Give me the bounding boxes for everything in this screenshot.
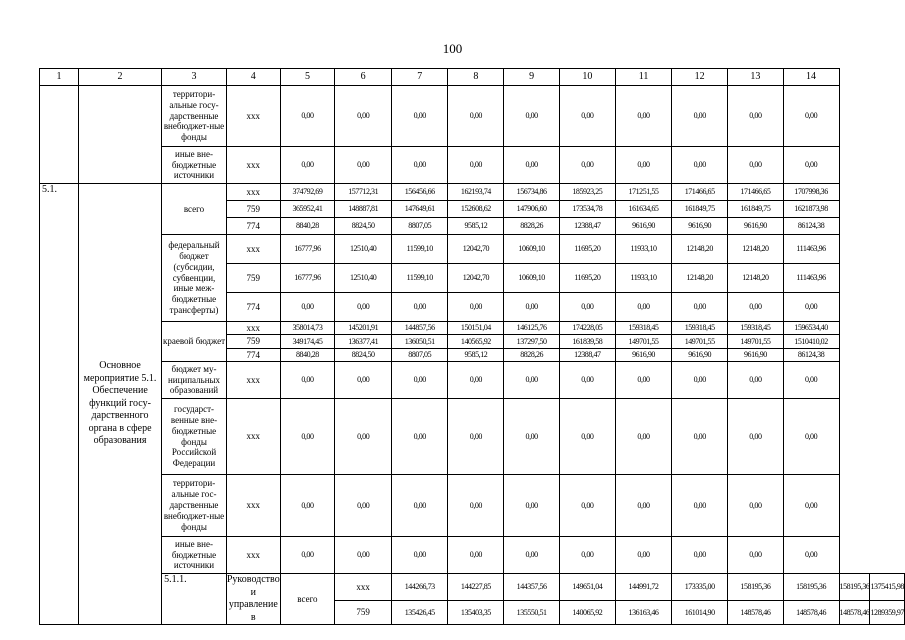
value-cell: 159318,45 — [672, 322, 728, 335]
value-cell: 0,00 — [783, 362, 839, 399]
value-cell: 0,00 — [392, 362, 448, 399]
column-header: 10 — [559, 69, 615, 86]
value-cell: 11933,10 — [615, 264, 671, 293]
column-header: 9 — [504, 69, 559, 86]
value-cell: 12388,47 — [559, 218, 615, 235]
value-cell: 9616,90 — [728, 349, 783, 362]
table-row — [40, 235, 905, 264]
value-cell: 0,00 — [728, 293, 783, 322]
value-cell: 86124,38 — [783, 218, 839, 235]
value-cell: 136377,41 — [335, 335, 392, 349]
value-cell: 0,00 — [448, 537, 504, 574]
value-cell: 0,00 — [728, 86, 783, 147]
value-cell: 9585,12 — [448, 349, 504, 362]
value-cell: 161014,90 — [672, 601, 728, 625]
value-cell: 185923,25 — [559, 184, 615, 201]
value-cell: 147906,60 — [504, 201, 559, 218]
value-cell: 9616,90 — [672, 218, 728, 235]
value-cell: 9616,90 — [615, 349, 671, 362]
value-cell: 0,00 — [504, 86, 559, 147]
source-label: иные вне-бюджетные источники — [162, 147, 227, 184]
value-cell: 0,00 — [559, 293, 615, 322]
source-label: иные вне-бюджетные источники — [162, 537, 227, 574]
value-cell: 111463,96 — [783, 264, 839, 293]
value-cell: 0,00 — [615, 537, 671, 574]
value-cell: 144266,73 — [392, 574, 448, 601]
table-row — [40, 475, 905, 537]
value-cell: 8828,26 — [504, 349, 559, 362]
value-cell: 0,00 — [672, 537, 728, 574]
column-header: 13 — [728, 69, 783, 86]
value-cell: 12042,70 — [448, 264, 504, 293]
value-cell: 149701,55 — [728, 335, 783, 349]
value-cell: 148578,46 — [728, 601, 783, 625]
value-cell: 0,00 — [280, 475, 334, 537]
value-cell: 0,00 — [280, 293, 334, 322]
value-cell: 374792,69 — [280, 184, 334, 201]
value-cell: 0,00 — [448, 399, 504, 475]
value-cell: 144357,56 — [504, 574, 559, 601]
value-cell: 10609,10 — [504, 235, 559, 264]
value-cell: 0,00 — [448, 293, 504, 322]
value-cell: 0,00 — [559, 537, 615, 574]
code-cell: ххх — [226, 147, 280, 184]
column-header: 1 — [40, 69, 79, 86]
value-cell: 147649,61 — [392, 201, 448, 218]
value-cell: 144227,85 — [448, 574, 504, 601]
value-cell: 12148,20 — [728, 264, 783, 293]
value-cell: 1621873,98 — [783, 201, 839, 218]
value-cell: 12148,20 — [728, 235, 783, 264]
column-header: 5 — [280, 69, 334, 86]
value-cell: 135426,45 — [392, 601, 448, 625]
column-header: 7 — [392, 69, 448, 86]
item-name: Руководство и управление в — [226, 574, 280, 623]
value-cell: 0,00 — [783, 293, 839, 322]
source-label: краевой бюджет — [162, 322, 227, 362]
column-header: 11 — [615, 69, 671, 86]
source-label: бюджет му-ниципальных образований — [162, 362, 227, 399]
value-cell: 148578,46 — [839, 601, 870, 625]
value-cell: 0,00 — [504, 147, 559, 184]
page-number: 100 — [442, 41, 463, 56]
value-cell: 0,00 — [448, 86, 504, 147]
column-header: 4 — [226, 69, 280, 86]
value-cell: 149651,04 — [559, 574, 615, 601]
code-cell: ххх — [226, 235, 280, 264]
value-cell: 0,00 — [392, 86, 448, 147]
table-row — [40, 86, 905, 147]
value-cell: 149701,55 — [615, 335, 671, 349]
table-row — [40, 574, 905, 601]
table-row — [40, 537, 905, 574]
value-cell: 11933,10 — [615, 235, 671, 264]
value-cell: 0,00 — [335, 86, 392, 147]
value-cell: 0,00 — [392, 293, 448, 322]
table-row — [40, 184, 905, 201]
code-cell: 774 — [226, 293, 280, 322]
value-cell: 12042,70 — [448, 235, 504, 264]
column-header: 3 — [162, 69, 227, 86]
value-cell: 136050,51 — [392, 335, 448, 349]
value-cell: 0,00 — [559, 86, 615, 147]
source-label: территори-альные гос-дарственные внебюджет-ные фонды — [162, 475, 227, 537]
value-cell: 12510,40 — [335, 264, 392, 293]
value-cell: 0,00 — [783, 86, 839, 147]
value-cell: 358014,73 — [280, 322, 334, 335]
value-cell: 156734,86 — [504, 184, 559, 201]
code-cell: ххх — [226, 475, 280, 537]
empty-cell — [40, 86, 79, 184]
value-cell: 157712,31 — [335, 184, 392, 201]
value-cell: 10609,10 — [504, 264, 559, 293]
code-cell: ххх — [226, 362, 280, 399]
item-number: 5.1.1. — [162, 574, 227, 625]
value-cell: 0,00 — [615, 293, 671, 322]
code-cell: 759 — [226, 201, 280, 218]
value-cell: 0,00 — [672, 293, 728, 322]
value-cell: 0,00 — [615, 399, 671, 475]
value-cell: 0,00 — [672, 475, 728, 537]
value-cell: 0,00 — [280, 537, 334, 574]
value-cell: 0,00 — [335, 537, 392, 574]
value-cell: 9616,90 — [728, 218, 783, 235]
code-cell: ххх — [226, 86, 280, 147]
value-cell: 149701,55 — [672, 335, 728, 349]
value-cell: 0,00 — [280, 147, 334, 184]
value-cell: 0,00 — [280, 362, 334, 399]
value-cell: 1596534,40 — [783, 322, 839, 335]
value-cell: 161849,75 — [672, 201, 728, 218]
source-label: территори-альные госу-дарственные внебюджет-ные фонды — [162, 86, 227, 147]
value-cell: 144991,72 — [615, 574, 671, 601]
value-cell: 0,00 — [559, 362, 615, 399]
table-row — [40, 362, 905, 399]
value-cell: 9616,90 — [615, 218, 671, 235]
value-cell: 0,00 — [504, 293, 559, 322]
value-cell: 135550,51 — [504, 601, 559, 625]
value-cell: 156456,66 — [392, 184, 448, 201]
value-cell: 0,00 — [448, 475, 504, 537]
value-cell: 11695,20 — [559, 235, 615, 264]
value-cell: 12510,40 — [335, 235, 392, 264]
value-cell: 9616,90 — [672, 349, 728, 362]
value-cell: 162193,74 — [448, 184, 504, 201]
value-cell: 0,00 — [672, 86, 728, 147]
value-cell: 0,00 — [335, 147, 392, 184]
column-header: 12 — [672, 69, 728, 86]
value-cell: 0,00 — [728, 362, 783, 399]
item-number: 5.1. — [40, 184, 79, 625]
value-cell: 171466,65 — [728, 184, 783, 201]
value-cell: 0,00 — [728, 475, 783, 537]
item-name: Основное мероприятие 5.1. Обеспечение функций госу-дарственного органа в сфере образования — [78, 184, 161, 625]
value-cell: 148578,46 — [783, 601, 839, 625]
value-cell: 161634,65 — [615, 201, 671, 218]
value-cell: 171466,65 — [672, 184, 728, 201]
value-cell: 0,00 — [392, 537, 448, 574]
value-cell: 171251,55 — [615, 184, 671, 201]
value-cell: 0,00 — [783, 537, 839, 574]
value-cell: 146125,76 — [504, 322, 559, 335]
value-cell: 0,00 — [783, 475, 839, 537]
value-cell: 0,00 — [335, 362, 392, 399]
value-cell: 0,00 — [728, 147, 783, 184]
value-cell: 137297,50 — [504, 335, 559, 349]
value-cell: 0,00 — [615, 86, 671, 147]
value-cell: 12148,20 — [672, 235, 728, 264]
value-cell: 140565,92 — [448, 335, 504, 349]
table-row — [40, 147, 905, 184]
value-cell: 16777,96 — [280, 235, 334, 264]
value-cell: 0,00 — [728, 399, 783, 475]
value-cell: 0,00 — [615, 475, 671, 537]
value-cell: 0,00 — [392, 147, 448, 184]
value-cell: 135403,35 — [448, 601, 504, 625]
code-cell: ххх — [226, 322, 280, 335]
value-cell: 0,00 — [615, 147, 671, 184]
value-cell: 174228,05 — [559, 322, 615, 335]
column-header: 8 — [448, 69, 504, 86]
value-cell: 8840,28 — [280, 218, 334, 235]
value-cell: 140065,92 — [559, 601, 615, 625]
column-header: 2 — [78, 69, 161, 86]
column-header: 6 — [335, 69, 392, 86]
value-cell: 152608,62 — [448, 201, 504, 218]
value-cell: 144857,56 — [392, 322, 448, 335]
value-cell: 0,00 — [280, 86, 334, 147]
value-cell: 148887,81 — [335, 201, 392, 218]
value-cell: 365952,41 — [280, 201, 334, 218]
code-cell: 759 — [226, 264, 280, 293]
value-cell: 0,00 — [672, 147, 728, 184]
value-cell: 0,00 — [504, 537, 559, 574]
value-cell: 158195,36 — [783, 574, 839, 601]
code-cell: ххх — [226, 399, 280, 475]
value-cell: 8824,50 — [335, 349, 392, 362]
value-cell: 0,00 — [559, 147, 615, 184]
value-cell: 158195,36 — [839, 574, 870, 601]
value-cell: 0,00 — [504, 399, 559, 475]
code-cell: 759 — [335, 601, 392, 625]
value-cell: 150151,04 — [448, 322, 504, 335]
value-cell: 136163,46 — [615, 601, 671, 625]
value-cell: 0,00 — [672, 399, 728, 475]
value-cell: 159318,45 — [615, 322, 671, 335]
value-cell: 12148,20 — [672, 264, 728, 293]
value-cell: 0,00 — [559, 399, 615, 475]
value-cell: 1375415,98 — [870, 574, 905, 601]
value-cell: 173335,00 — [672, 574, 728, 601]
value-cell: 12388,47 — [559, 349, 615, 362]
code-cell: ххх — [226, 184, 280, 201]
table-row — [40, 399, 905, 475]
source-label: государст-венные вне-бюджетные фонды Российской Федерации — [162, 399, 227, 475]
value-cell: 9585,12 — [448, 218, 504, 235]
source-label: всего — [162, 184, 227, 235]
value-cell: 8824,50 — [335, 218, 392, 235]
value-cell: 0,00 — [448, 147, 504, 184]
value-cell: 349174,45 — [280, 335, 334, 349]
value-cell: 159318,45 — [728, 322, 783, 335]
value-cell: 0,00 — [392, 475, 448, 537]
value-cell: 1707998,36 — [783, 184, 839, 201]
value-cell: 158195,36 — [728, 574, 783, 601]
code-cell: 774 — [226, 218, 280, 235]
header-row — [40, 69, 905, 86]
value-cell: 11599,10 — [392, 235, 448, 264]
value-cell: 1510410,02 — [783, 335, 839, 349]
source-label: федеральный бюджет (субсидии, субвенции, иные меж-бюджетные трансферты) — [162, 235, 227, 322]
column-header: 14 — [783, 69, 839, 86]
value-cell: 0,00 — [728, 537, 783, 574]
source-label: всего — [280, 574, 334, 625]
value-cell: 0,00 — [672, 362, 728, 399]
value-cell: 0,00 — [504, 362, 559, 399]
value-cell: 0,00 — [783, 147, 839, 184]
value-cell: 0,00 — [615, 362, 671, 399]
value-cell: 145201,91 — [335, 322, 392, 335]
table-row — [40, 322, 905, 335]
empty-cell — [78, 86, 161, 184]
value-cell: 111463,96 — [783, 235, 839, 264]
code-cell: 774 — [226, 349, 280, 362]
value-cell: 161849,75 — [728, 201, 783, 218]
value-cell: 0,00 — [335, 399, 392, 475]
value-cell: 0,00 — [783, 399, 839, 475]
budget-table — [39, 68, 905, 625]
code-cell: ххх — [335, 574, 392, 601]
value-cell: 1289359,97 — [870, 601, 905, 625]
value-cell: 173534,78 — [559, 201, 615, 218]
value-cell: 0,00 — [335, 475, 392, 537]
value-cell: 0,00 — [392, 399, 448, 475]
value-cell: 161839,58 — [559, 335, 615, 349]
value-cell: 8807,05 — [392, 218, 448, 235]
value-cell: 0,00 — [448, 362, 504, 399]
value-cell: 16777,96 — [280, 264, 334, 293]
code-cell: ххх — [226, 537, 280, 574]
value-cell: 11599,10 — [392, 264, 448, 293]
value-cell: 11695,20 — [559, 264, 615, 293]
value-cell: 8807,05 — [392, 349, 448, 362]
code-cell: 759 — [226, 335, 280, 349]
value-cell: 0,00 — [559, 475, 615, 537]
value-cell: 8840,28 — [280, 349, 334, 362]
value-cell: 0,00 — [504, 475, 559, 537]
value-cell: 0,00 — [280, 399, 334, 475]
value-cell: 0,00 — [335, 293, 392, 322]
value-cell: 8828,26 — [504, 218, 559, 235]
value-cell: 86124,38 — [783, 349, 839, 362]
